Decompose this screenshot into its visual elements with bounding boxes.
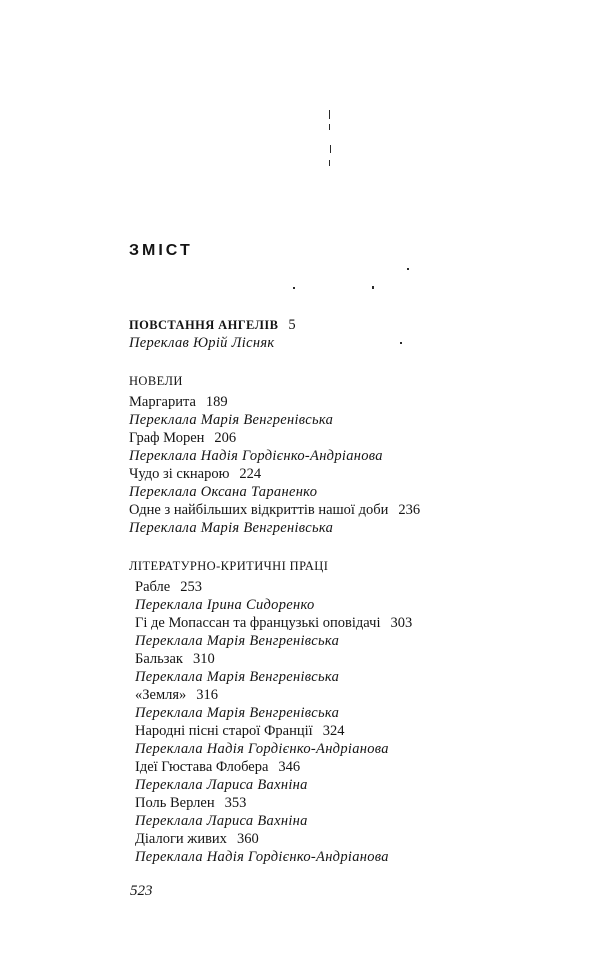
- section-title-critical-works: ЛІТЕРАТУРНО-КРИТИЧНІ ПРАЦІ: [129, 559, 329, 573]
- entry-title: Поль Верлен: [135, 795, 215, 811]
- entry-page: 353: [224, 795, 247, 811]
- entry-title: Граф Морен: [129, 430, 205, 446]
- main-work-title: ПОВСТАННЯ АНГЕЛІВ: [129, 318, 279, 332]
- scan-mark: [400, 342, 402, 344]
- entry-page: 224: [239, 466, 262, 482]
- entry-page: 310: [192, 651, 215, 667]
- contents-heading: ЗМІСТ: [129, 242, 193, 259]
- entry-title: «Земля»: [135, 687, 187, 703]
- scan-mark: [293, 287, 295, 289]
- entry-translator: Переклала Марія Венгренівська: [135, 705, 340, 721]
- entry-title: Бальзак: [135, 651, 183, 667]
- toc-entry[interactable]: [129, 465, 261, 483]
- toc-entry[interactable]: [129, 429, 236, 447]
- entry-translator: Переклала Оксана Тараненко: [129, 484, 318, 500]
- entry-translator: Переклала Лариса Вахніна: [135, 813, 308, 829]
- page-number: 523: [130, 883, 153, 899]
- entry-title: Діалоги живих: [135, 831, 227, 847]
- entry-page: 324: [322, 723, 345, 739]
- toc-entry[interactable]: [135, 578, 202, 596]
- scan-mark: [329, 160, 330, 166]
- toc-entry[interactable]: [135, 650, 215, 668]
- toc-entry[interactable]: [135, 758, 300, 776]
- entry-translator: Переклала Ірина Сидоренко: [135, 597, 315, 613]
- toc-entry[interactable]: [135, 722, 344, 740]
- entry-title: Чудо зі скнарою: [129, 466, 230, 482]
- scan-mark: [372, 286, 374, 289]
- entry-title: Ідеї Гюстава Флобера: [135, 759, 269, 775]
- entry-translator: Переклала Марія Венгренівська: [129, 520, 334, 536]
- entry-title: Рабле: [135, 579, 171, 595]
- entry-translator: Переклала Марія Венгренівська: [135, 633, 340, 649]
- entry-translator: Переклала Надія Гордієнко-Андріанова: [129, 448, 383, 464]
- entry-page: 360: [236, 831, 259, 847]
- entry-translator: Переклала Марія Венгренівська: [129, 412, 334, 428]
- entry-page: 189: [205, 394, 228, 410]
- main-work-page: 5: [288, 317, 296, 333]
- entry-page: 346: [278, 759, 301, 775]
- entry-title: Одне з найбільших відкриттів нашої доби: [129, 502, 389, 518]
- toc-entry[interactable]: [129, 393, 228, 411]
- toc-entry[interactable]: [135, 794, 246, 812]
- entry-page: 316: [196, 687, 219, 703]
- toc-entry[interactable]: [135, 614, 412, 632]
- entry-page: 253: [180, 579, 202, 595]
- scan-mark: [329, 110, 330, 119]
- scan-mark: [407, 268, 409, 270]
- toc-entry[interactable]: [129, 501, 420, 519]
- entry-translator: Переклала Надія Гордієнко-Андріанова: [135, 741, 389, 757]
- main-work-translator: Переклав Юрій Лісняк: [129, 335, 275, 351]
- entry-translator: Переклала Надія Гордієнко-Андріанова: [135, 849, 389, 865]
- section-title-novels: НОВЕЛИ: [129, 374, 183, 388]
- toc-entry-main-work[interactable]: [129, 316, 296, 334]
- entry-title: Гі де Мопассан та французькі оповідачі: [135, 615, 381, 631]
- scan-mark: [329, 124, 330, 130]
- toc-entry[interactable]: [135, 686, 218, 704]
- scan-mark: [330, 145, 331, 153]
- toc-entry[interactable]: [135, 830, 259, 848]
- entry-page: 206: [214, 430, 237, 446]
- entry-page: 303: [390, 615, 413, 631]
- entry-title: Маргарита: [129, 394, 196, 410]
- entry-title: Народні пісні старої Франції: [135, 723, 313, 739]
- entry-translator: Переклала Марія Венгренівська: [135, 669, 340, 685]
- entry-page: 236: [398, 502, 421, 518]
- entry-translator: Переклала Лариса Вахніна: [135, 777, 308, 793]
